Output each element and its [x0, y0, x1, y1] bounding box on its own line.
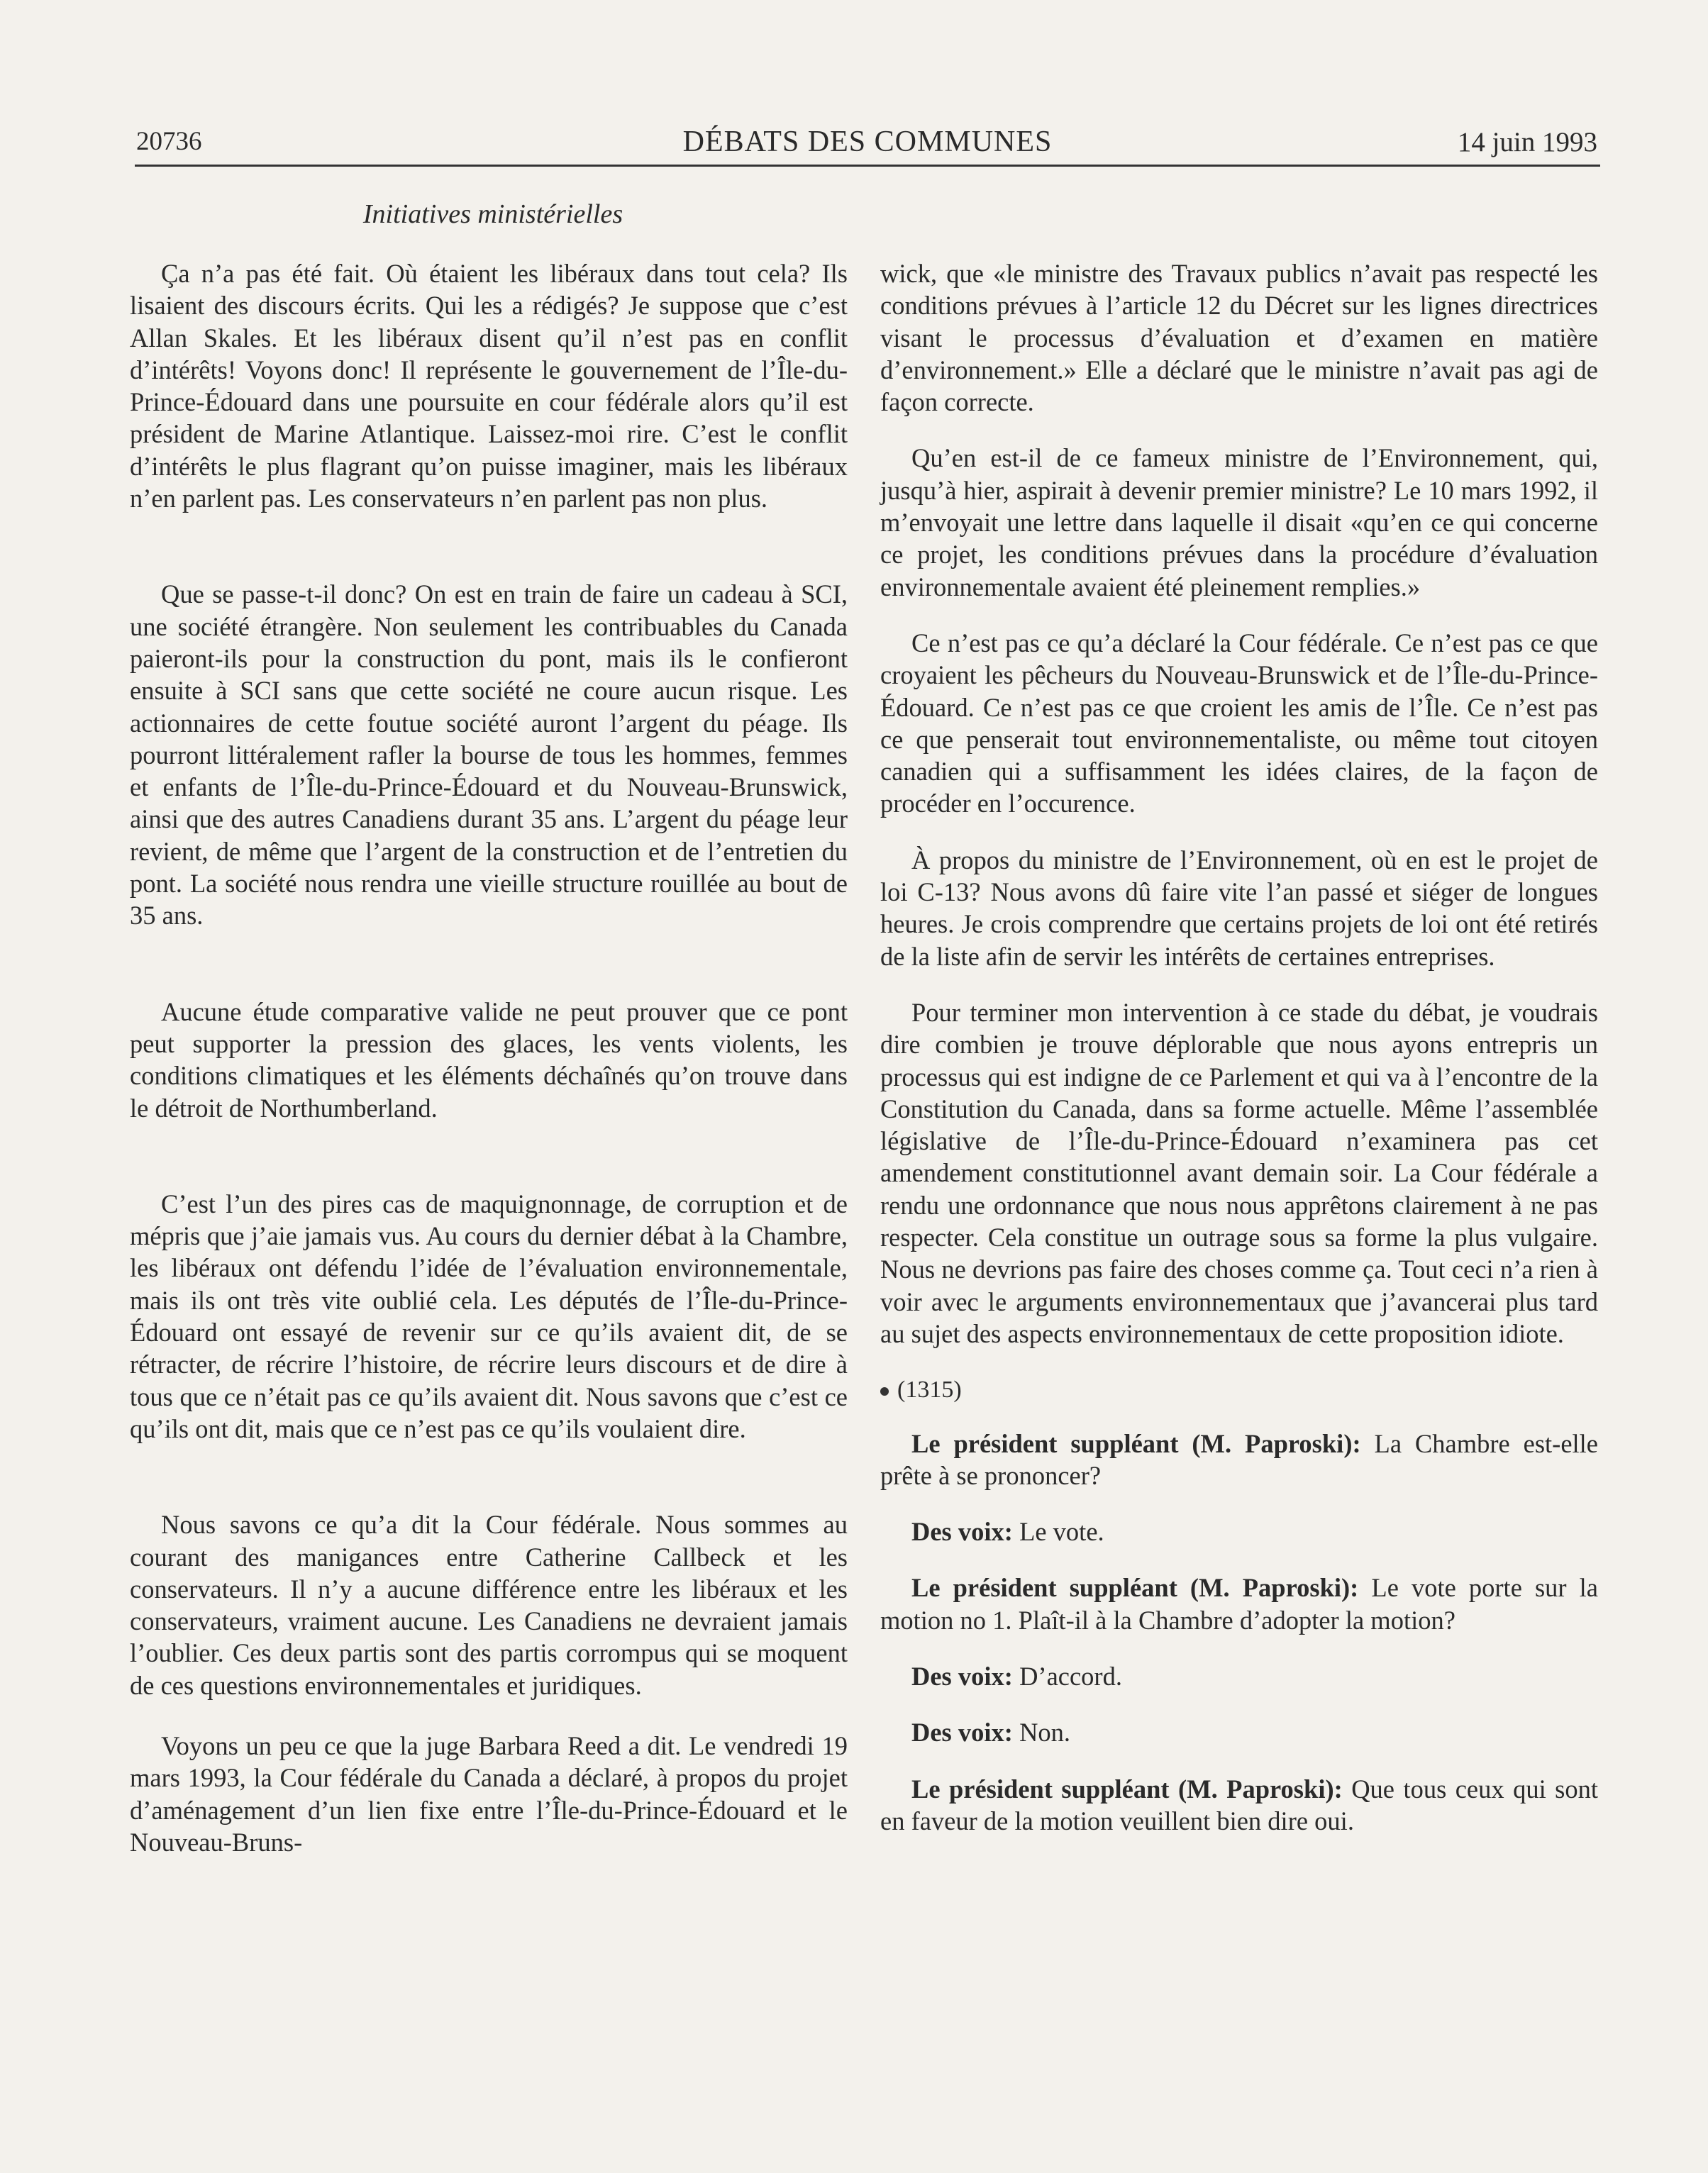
- paragraph: Aucune étude comparative valide ne peut prouver que ce pont peut supporter la pression des glaces, les vents violents, les conditions climatiques et les éléments déchaînés qu’on trouve dans le détroit de Northumberland.: [130, 996, 848, 1123]
- speaker-name: Des voix:: [911, 1517, 1013, 1547]
- speech-text: Le vote.: [1012, 1517, 1104, 1547]
- page-header: [135, 125, 1600, 167]
- speech-text: Que tous ceux qui sont en faveur de la motion veuillent bien dire oui.: [880, 1774, 1598, 1835]
- timestamp-text: (1315): [897, 1377, 962, 1404]
- sitting-date: 14 juin 1993: [1457, 127, 1597, 157]
- paragraph: Voyons un peu ce que la juge Barbara Reed a dit. Le vendredi 19 mars 1993, la Cour fédérale du Canada a déclaré, à propos du projet d’aménagement d’un lien fixe entre l’Île-du-Prince-Édouard et le Nouveau-Bruns-: [130, 1730, 848, 1857]
- speech-text: Non.: [1012, 1718, 1071, 1747]
- right-column: [880, 257, 1598, 1837]
- speech-text: La Chambre est-elle prête à se prononcer?: [880, 1428, 1599, 1490]
- bullet-icon: [880, 1387, 889, 1396]
- paragraph: Qu’en est-il de ce fameux ministre de l’Environnement, qui, jusqu’à hier, aspirait à devenir premier ministre? Le 10 mars 1992, il m’envoyait une lettre dans laquelle il disait «qu’en ce qui concerne ce projet, les conditions prévues dans la procédure d’évaluation environnementale avaient été pleinement remplies.»: [880, 443, 1598, 601]
- paragraph: Ce n’est pas ce qu’a déclaré la Cour fédérale. Ce n’est pas ce que croyaient les pêcheurs du Nouveau-Brunswick et de l’Île-du-Prince-Édouard. Ce n’est pas ce que croient les amis de l’Île. Ce n’est pas ce que penserait tout environnementaliste, ou même tout citoyen canadien qui a suffisamment les idées claires, de la façon de procéder en l’occurence.: [880, 628, 1598, 818]
- timestamp: [880, 1374, 1598, 1406]
- paragraph: Que se passe-t-il donc? On est en train de faire un cadeau à SCI, une société étrangère. Non seulement les contribuables du Canada paieront-ils pour la construction du pont, mais ils le confieront ensuite à SCI sans que cette société ne coure aucun risque. Les actionnaires de cette foutue société auront l’argent du péage. Ils pourront littéralement rafler la bourse de tous les hommes, femmes et enfants de l’Île-du-Prince-Édouard et du Nouveau-Brunswick, ainsi que des autres Canadiens durant 35 ans. L’argent du péage leur revient, de même que l’argent de la construction et de l’entretien du pont. La société nous rendra une vieille structure rouillée au bout de 35 ans.: [130, 579, 848, 930]
- paragraph: Ça n’a pas été fait. Où étaient les libéraux dans tout cela? Ils lisaient des discours écrits. Qui les a rédigés? Je suppose que c’est Allan Skales. Et les libéraux disent qu’il n’est pas en conflit d’intérêts! Voyons donc! Il représente le gouvernement de l’Île-du-Prince-Édouard dans une poursuite en cour fédérale alors qu’il est président de Marine Atlantique. Laissez-moi rire. C’est le conflit d’intérêts le plus flagrant qu’on puisse imaginer, mais les libéraux n’en parlent pas. Les conservateurs n’en parlent pas non plus.: [130, 259, 848, 513]
- exchange: [880, 1773, 1598, 1838]
- exchange: [880, 1572, 1598, 1636]
- speech-text: D’accord.: [1012, 1661, 1122, 1691]
- exchange: [880, 1516, 1598, 1547]
- speaker-name: Des voix:: [911, 1718, 1013, 1747]
- section-title: Initiatives ministérielles: [362, 199, 623, 229]
- paragraph: C’est l’un des pires cas de maquignonnage, de corruption et de mépris que j’aie jamais vus. Au cours du dernier débat à la Chambre, les libéraux ont défendu l’idée de l’évaluation environnementale, mais ils ont très vite oublié cela. Les députés de l’Île-du-Prince-Édouard ont essayé de revenir sur ce qu’ils avaient dit, de se rétracter, de récrire l’histoire, de récrire leurs discours et de dire à tous que ce n’était pas ce qu’ils avaient dit. Nous savons que c’est ce qu’ils ont dit, mais que ce n’est pas ce qu’ils voulaient dire.: [130, 1189, 848, 1443]
- paragraph: wick, que «le ministre des Travaux publics n’avait pas respecté les conditions prévues à l’article 12 du Décret sur les lignes directrices visant le processus d’évaluation et d’examen en matière d’environnement.» Elle a déclaré que le ministre n’avait pas agi de façon correcte.: [880, 259, 1598, 417]
- speaker-name: Le président suppléant (M. Paproski):: [911, 1573, 1359, 1603]
- speaker-name: Des voix:: [911, 1661, 1013, 1691]
- paragraph: À propos du ministre de l’Environnement, où en est le projet de loi C-13? Nous avons dû faire vite l’an passé et siéger de longues heures. Je crois comprendre que certains projets de loi ont été retirés de la liste afin de servir les intérêts de certaines entreprises.: [880, 845, 1598, 971]
- speaker-name: Le président suppléant (M. Paproski):: [911, 1428, 1361, 1458]
- paragraph: Nous savons ce qu’a dit la Cour fédérale. Nous sommes au courant des manigances entre Catherine Callbeck et les conservateurs. Il n’y a aucune différence entre les libéraux et les conservateurs, vraiment aucune. Les Canadiens ne devraient jamais l’oublier. Ces deux partis sont des partis corrompus qui se moquent de ces questions environnementales et juridiques.: [130, 1510, 848, 1700]
- speaker-name: Le président suppléant (M. Paproski):: [911, 1774, 1343, 1804]
- exchange: [880, 1660, 1598, 1692]
- exchange: [880, 1716, 1598, 1748]
- paragraph: Pour terminer mon intervention à ce stade du débat, je voudrais dire combien je trouve déplorable que nous ayons entrepris un processus qui est indigne de ce Parlement et qui va à l’encontre de la Constitution du Canada, dans sa forme actuelle. Même l’assemblée législative de l’Île-du-Prince-Édouard n’examinera pas cet amendement constitutionnel avant demain soir. La Cour fédérale a rendu une ordonnance que nous nous apprêtons clairement à ne pas respecter. Cela constitue un outrage sous sa forme la plus vulgaire. Nous ne devrions pas faire des choses comme ça. Tout ceci n’a rien à voir avec le arguments environnementaux que j’avancerai plus tard au sujet des aspects environnementaux de cette proposition idiote.: [880, 997, 1598, 1348]
- left-column: [130, 257, 848, 1858]
- page-number: 20736: [136, 127, 202, 156]
- exchange: [880, 1428, 1598, 1492]
- publication-title: DÉBATS DES COMMUNES: [682, 126, 1053, 158]
- speech-text: Le vote porte sur la motion no 1. Plaît-il à la Chambre d’adopter la motion?: [880, 1573, 1598, 1635]
